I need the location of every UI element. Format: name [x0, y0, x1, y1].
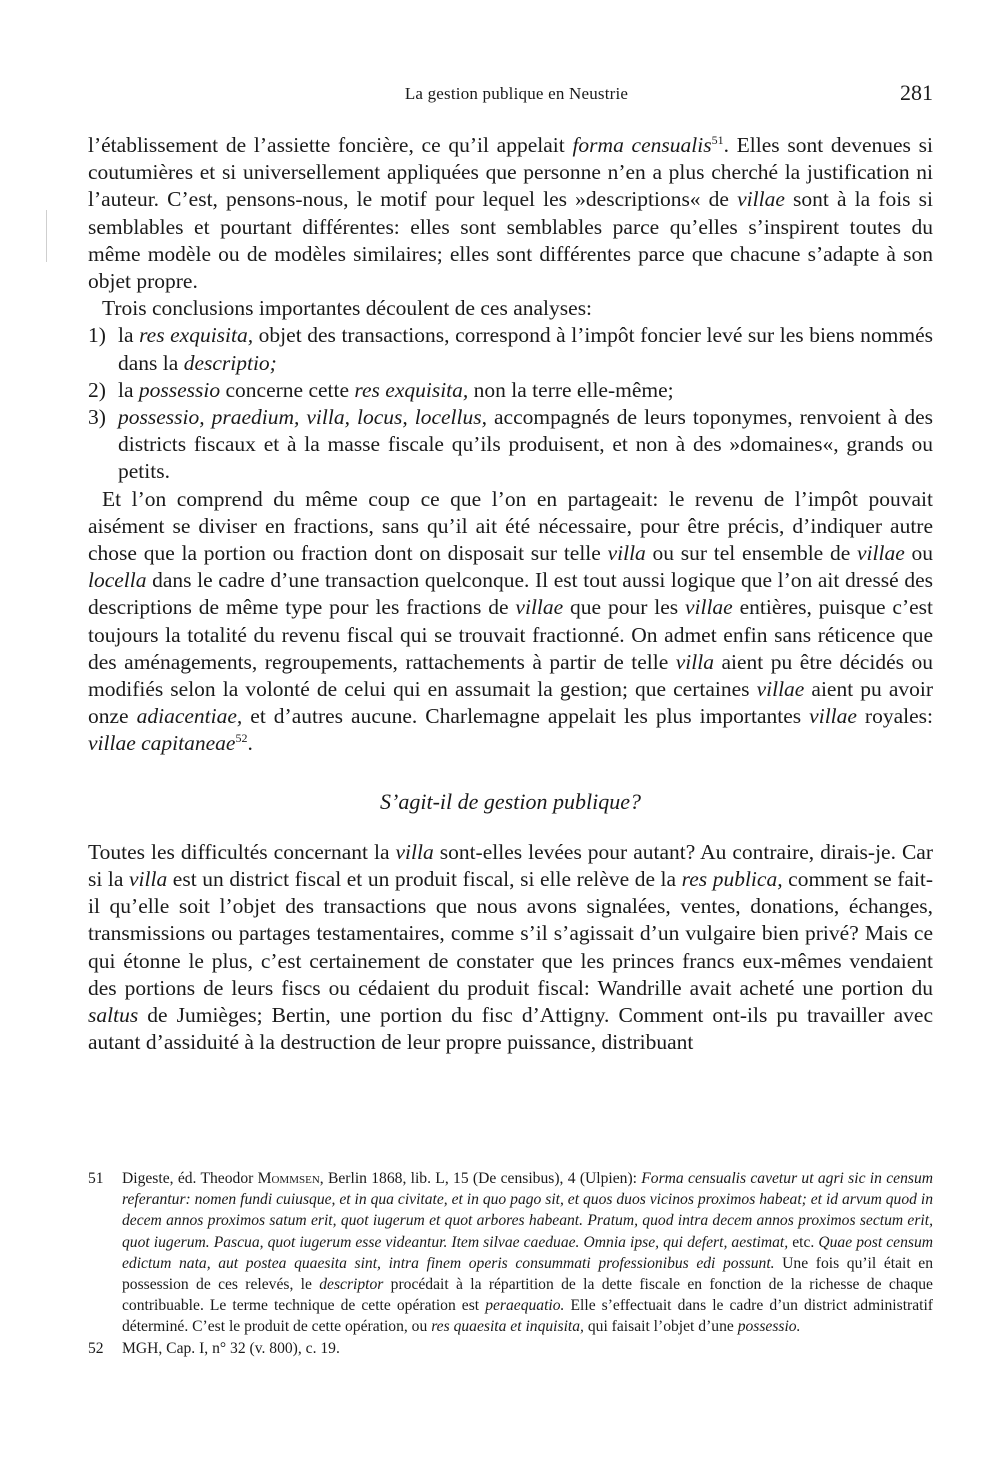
footnote-52: 52 MGH, Cap. I, n° 32 (v. 800), c. 19. — [88, 1338, 933, 1359]
list-number: 1) — [88, 323, 106, 348]
paragraph-3: Et l’on comprend du même coup ce que l’on en partageait: le revenu de l’impôt pouvait aisément se diviser en fractions, sans qu’il ait été nécessaire, pour être précis, d’indiquer autre chose que la portion ou fraction dont on disposait sur telle villa ou sur tel ensemble de villae ou locella dans le cadre d’une transaction quelconque. Il est tout aussi logique que l’on ait dressé des descriptions de même type pour les fractions de villae que pour les villae entières, puisque c’est toujours la totalité du revenu fiscal qui se trouvait fractionné. On admet enfin sans réticence que des aménagements, regroupements, rattachements à partir de telle villa aient pu être décidés ou modifiés selon la volonté de celui qui en assumait la gestion; que certaines villae aient pu avoir onze adiacentiae, et d’autres aucune. Charlemagne appelait les plus importantes villae royales: villae capitaneae$^{52}$. — [88, 486, 934, 756]
list-item-3: 3) possessio, praedium, villa, locus, locellus, accompagnés de leurs toponymes, renvoient à des districts fiscaux et à la masse fiscale qu’ils produisent, et non à des »domaines«, grands ou petits. — [88, 405, 933, 484]
paragraph-4: Toutes les difficultés concernant la villa sont-elles levées pour autant? Au contraire, dirais-je. Car si la villa est un district fiscal et un produit fiscal, si elle relève de la res publica, comment se fait-il qu’elle soit l’objet des transactions que nous avons signalées, ventes, donations, échanges, transmissions ou partages testamentaires, comme s’il s’agissait d’un vulgaire bien privé? Mais ce qui étonne le plus, c’est certainement de constater que les princes francs eux-mêmes vendaient des portions de leurs fiscs ou cédaient du produit fiscal: Wandrille avait acheté une portion du saltus de Jumièges; Bertin, une portion du fisc d’Attigny. Comment ont-ils pu travailler avec autant d’assiduité à la destruction de leur propre puissance, distribuant — [88, 839, 934, 1055]
footnotes — [88, 1168, 933, 1359]
list-item-2: 2) la possessio concerne cette res exquisita, non la terre elle-même; — [88, 377, 933, 404]
footnote-ref-51[interactable]: 51 — [711, 133, 724, 147]
list-number: 2) — [88, 377, 106, 402]
paragraph-1: l’établissement de l’assiette foncière, ce qu’il appelait forma censualis$^{51}$. Elles sont devenues si coutumières et si universellement appliquées que personne n’en a plus cherché la justification ni l’auteur. C’est, pensons-nous, le motif pour lequel les »descriptions« de villae sont à la fois si semblables et pourtant différentes: elles sont semblables parce qu’elles s’inspirent toutes du même modèle ou de modèles similaires; elles sont différentes parce que chacune s’adapte à son objet propre. — [88, 133, 933, 294]
footnote-number: 51 — [88, 1170, 104, 1187]
main-text — [88, 132, 933, 1057]
footnote-ref-52[interactable]: 52 — [235, 731, 248, 746]
footnote-number: 52 — [88, 1339, 104, 1357]
paragraph-2: Trois conclusions importantes découlent de ces analyses: — [102, 296, 593, 321]
running-title: La gestion publique en Neustrie — [404, 84, 629, 103]
page-number: 281 — [900, 80, 933, 105]
section-heading: S’agit-il de gestion publique? — [380, 788, 641, 814]
list-item-1: 1) la res exquisita, objet des transactions, correspond à l’impôt foncier levé sur les biens nommés dans la descriptio; — [88, 323, 933, 375]
footnote-51: 51 Digeste, éd. Theodor Mommsen, Berlin 1868, lib. L, 15 (De censibus), 4 (Ulpien): Forma censualis cavetur ut agri sic in censum referantur: nomen fundi cuiusque, et in qua civitate, et in quo pago sit, et quos duos vicinos proximos habeat; et id arvum quod in decem annos proximos satum erit, quot iugerum et quot arbores habeant. Pratum, quod intra decem annos proximos sectum erit, quot iugerum. Pascua, quot iugerum esse videantur. Item silvae caeduae. Omnia ipse, qui defert, aestimat, etc. Quae post censum edictum nata, aut postea quaesita sint, intra finem operis consummati professionibus edi possunt. Une fois qu’il était en possession de ces relevés, le descriptor procédait à la répartition de la dette fiscale en fonction de la richesse de chaque contribuable. Le terme technique de cette opération est peraequatio. Elle s’effectuait dans le cadre d’un district administratif déterminé. C’est le produit de cette opération, ou res quaesita et inquisita, qui faisait l’objet d’une possessio. — [88, 1170, 934, 1336]
running-head — [100, 80, 933, 112]
margin-scan-mark — [46, 210, 47, 262]
list-number: 3) — [88, 405, 106, 430]
